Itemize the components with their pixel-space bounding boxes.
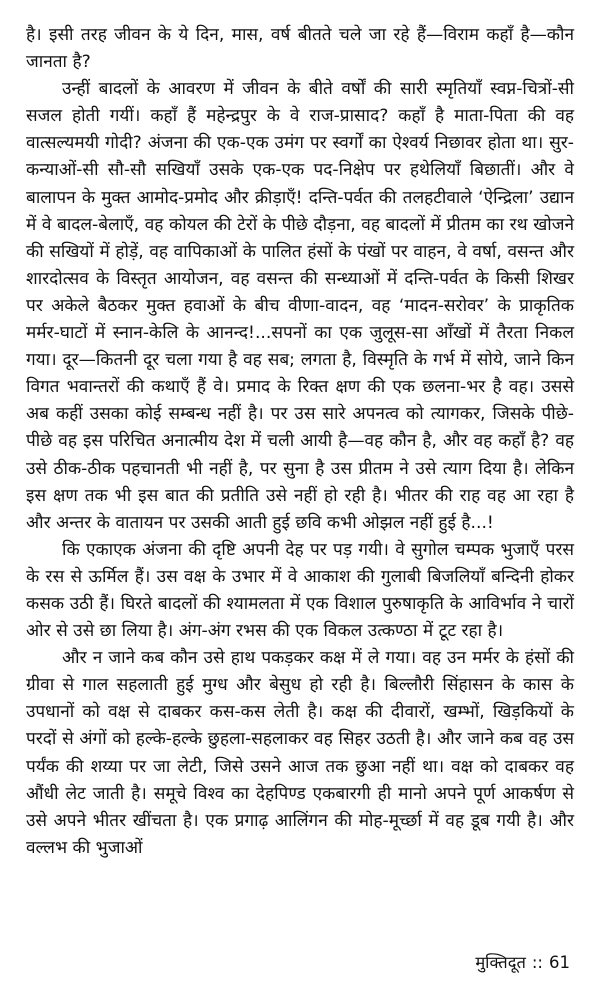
body-text [26, 22, 574, 862]
paragraph-3: कि एकाएक अंजना की दृष्टि अपनी देह पर पड़ गयी। वे सुगोल चम्पक भुजाएँ परस के रस से ऊर्मिल हैं। उस वक्ष के उभार में वे आकाश की गुलाबी बिजलियाँ बन्दिनी होकर कसक उठी हैं। घिरते बादलों की श्यामलता में एक विशाल पुरुषाकृति के आविर्भाव ने चारों ओर से उसे छा लिया है। अंग-अंग रभस की एक विकल उत्कण्ठा में टूट रहा है। [26, 539, 574, 642]
paragraph-2: उन्हीं बादलों के आवरण में जीवन के बीते वर्षों की सारी स्मृतियाँ स्वप्न-चित्रों-सी सजल होती गयीं। कहाँ हैं महेन्द्रपुर के वे राज-प्रासाद? कहाँ है माता-पिता की वह वात्सल्यमयी गोदी? अंजना की एक-एक उमंग पर स्वर्गों का ऐश्वर्य निछावर होता था। सुर-कन्याओं-सी सौ-सौ सखियाँ उसके एक-एक पद-निक्षेप पर हथेलियाँ बिछातीं। और वे बालापन के मुक्त आमोद-प्रमोद और क्रीड़ाएँ! दन्ति-पर्वत की तलहटीवाले ‘ऐन्द्रिला’ उद्यान में वे बादल-बेलाएँ, वह कोयल की टेरों के पीछे दौड़ना, वह बादलों में प्रीतम का रथ खोजने की सखियों में होड़ें, वह वापिकाओं के पालित हंसों के पंखों पर वाहन, वे वर्षा, वसन्त और शारदोत्सव के विस्तृत आयोजन, वह वसन्त की सन्ध्याओं में दन्ति-पर्वत के किसी शिखर पर अकेले बैठकर मुक्त हवाओं के बीच वीणा-वादन, वह ‘मादन-सरोवर’ के प्राकृतिक मर्मर-घाटों में स्नान-केलि के आनन्द!...सपनों का एक जुलूस-सा आँखों में तैरता निकल गया। दूर—कितनी दूर चला गया है वह सब; लगता है, विस्मृति के गर्भ में सोये, जाने किन विगत भवान्तरों की कथाएँ हैं वे। प्रमाद के रिक्त क्षण की एक छलना-भर है वह। उससे अब कहीं उसका कोई सम्बन्ध नहीं है। पर उस सारे अपनत्व को त्यागकर, जिसके पीछे-पीछे वह इस परिचित अनात्मीय देश में चली आयी है—वह कौन है, और वह कहाँ है? वह उसे ठीक-ठीक पहचानती भी नहीं है, पर सुना है उस प्रीतम ने उसे त्याग दिया है। लेकिन इस क्षण तक भी इस बात की प्रतीति उसे नहीं हो रही है। भीतर की राह वह आ रहा है और अन्तर के वातायन पर उसकी आती हुई छवि कभी ओझल नहीं हुई है...! [26, 79, 574, 533]
page-number: 61 [549, 953, 570, 972]
paragraph-4: और न जाने कब कौन उसे हाथ पकड़कर कक्ष में ले गया। वह उन मर्मर के हंसों की ग्रीवा से गाल सहलाती हुई मुग्ध और बेसुध हो रही है। बिल्लौरी सिंहासन के कास के उपधानों को वक्ष से दाबकर कस-कस लेती है। कक्ष की दीवारों, खम्भों, खिड़कियों के परदों से अंगों को हल्के-हल्के छुहला-सहलाकर वह सिहर उठती है। और जाने कब वह उस पर्यंक की शय्या पर जा लेटी, जिसे उसने आज तक छुआ नहीं था। वक्ष को दाबकर वह औंधी लेट जाती है। समूचे विश्व का देहपिण्ड एकबारगी ही मानो अपने पूर्ण आकर्षण से उसे अपने भीतर खींचता है। एक प्रगाढ़ आलिंगन की मोह-मूर्च्छा में वह डूब गयी है। और वल्लभ की भुजाओं [26, 648, 574, 858]
footer-separator: :: [531, 953, 543, 972]
book-title: मुक्तिदूत [475, 953, 526, 972]
page-footer [475, 952, 570, 974]
paragraph-1: है। इसी तरह जीवन के ये दिन, मास, वर्ष बीतते चले जा रहे हैं—विराम कहाँ है—कौन जानता है? [26, 25, 574, 73]
